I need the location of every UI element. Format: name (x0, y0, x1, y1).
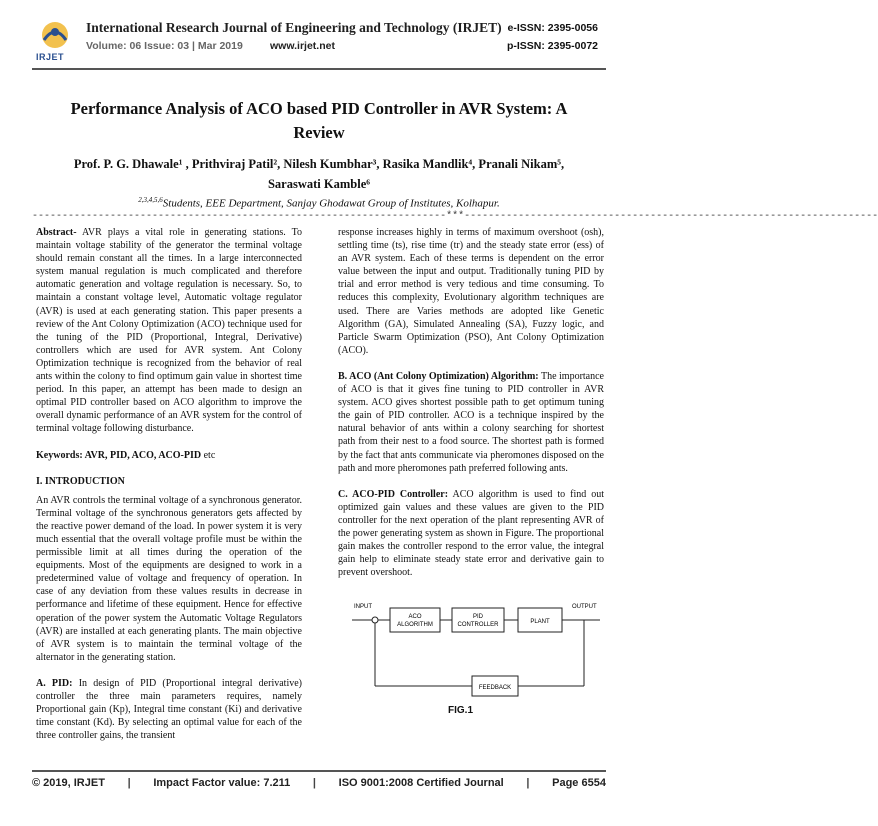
irjet-logo-icon (38, 20, 72, 50)
aco-block-label2: ALGORITHM (397, 622, 433, 628)
aco-block (390, 608, 440, 632)
section-separator: ---------------------------------------------------------------------***--------------------------------------------------------------------- (32, 211, 878, 222)
pid-block-label2: CONTROLLER (457, 622, 499, 628)
page-footer (32, 777, 606, 789)
pid-text: In design of PID (Proportional integral derivative) controller the three main parameters requires, namely Proportional gain (Kp), Integral time constant (Ki) and derivative time constant (Kd). By selecting an optimal value for each of the three controller gains, the transient (36, 677, 302, 742)
affil-text: Students, EEE Department, Sanjay Ghodawat Group of Institutes, Kolhapur. (162, 197, 500, 210)
abstract (36, 226, 302, 436)
aco-text: The importance of ACO is that it gives fine tuning to PID controller in AVR system. ACO gives shortest possible path to get optimum tuning the gain of PID controller. ACO is a technique inspired by the natural behavior of ants within a colony searching for shortest path from their nest to a food source. The shortest path is formed by the fact that ants communicate via pheromones disposed on the path and more pheromones path preferred following ants. (338, 370, 604, 474)
aco-block-label1: ACO (408, 614, 422, 620)
footer-separator: | (127, 777, 131, 789)
aco-section (338, 370, 604, 475)
footer-rule (32, 770, 606, 772)
plant-block-label: PLANT (530, 619, 550, 625)
pid-block-label1: PID (472, 614, 484, 620)
volume-info: Volume: 06 Issue: 03 | Mar 2019 (86, 40, 243, 52)
abstract-text: AVR plays a vital role in generating stations. To maintain voltage stability of the generator the terminal voltage should remain constant all the times. In a large interconnected system manual regulation is much complicated and therefore automatic generation and voltage regulation is necessary. So, to maintain a constant voltage level, Automatic voltage regulator (AVR) is used at each generating station. This paper presents a review of the Ant Colony Optimization (ACO) technique used for the tuning of the PID (Proportional, Integral, Derivative) controllers which are used for AVR system. Ant Colony Optimization technique is recognized from the behavior of real ants within the colony to find optimum gain value in shortest time period. In this paper, an attempt has been made to design an optimal PID controller based on ACO algorithm to improve the overall dynamic performance of an AVR system for the control of terminal voltage following disturbance. (36, 227, 302, 435)
feedback-block-label: FEEDBACK (478, 685, 512, 691)
acopid-label: C. ACO-PID Controller: (338, 488, 449, 500)
continuation-text: response increases highly in terms of maximum overshoot (osh), settling time (ts), rise time (tr) and the steady state error (ess) of an AVR system. Each of these terms is dependent on the error value between the input and output. Traditionally tuning PID by trial and error method is very tedious and time consuming. To reduces this complexity, Evolutionary algorithm techniques are used. There are Varies methods are adopted like Genetic Algorithm (GA), Simulated Annealing (SA), Fuzzy logic, and Particle Swarm Optimization (PSO), Ant Colony Optimization (ACO). (338, 227, 604, 356)
fig-output-label: OUTPUT (572, 604, 597, 610)
footer-impact: Impact Factor value: 7.211 (153, 777, 291, 789)
footer-copyright: © 2019, IRJET (32, 777, 105, 789)
pid-label: A. PID: (36, 677, 73, 689)
block-diagram (352, 598, 602, 708)
journal-title: International Research Journal of Engineering and Technology (IRJET) (86, 20, 502, 35)
journal-website[interactable]: www.irjet.net (270, 40, 335, 52)
footer-separator: | (526, 777, 530, 789)
pid-section (36, 677, 302, 742)
abstract-label: Abstract- (36, 227, 77, 238)
journal-header (0, 0, 638, 76)
footer-separator: | (312, 777, 316, 789)
acopid-text: ACO algorithm is used to find out optimized gain values and these values are given to the PID controller for the next operation of the plant representing AVR of the power generating system as shown in Figure. The proportional gain makes the controller respond to the error value, the integral gain help to eliminate steady state error and derivative gain to prevent overshoot. (338, 488, 605, 579)
acopid-section (338, 488, 604, 580)
eissn: e-ISSN: 2395-0056 (507, 22, 598, 34)
keywords-tail: etc (201, 449, 216, 461)
footer-iso: ISO 9001:2008 Certified Journal (338, 777, 504, 789)
summing-junction (372, 617, 378, 623)
paper-title: Performance Analysis of ACO based PID Controller in AVR System: A Review (70, 99, 568, 142)
affil-sup: 2,3,4,5,6 (138, 196, 163, 204)
right-column (338, 226, 604, 592)
affiliation (60, 196, 578, 210)
logo-text: IRJET (36, 52, 65, 62)
footer-page: Page 6554 (552, 777, 606, 789)
keywords (36, 449, 302, 462)
intro-text: An AVR controls the terminal voltage of a synchronous generator. Terminal voltage of the synchronous generators gets affected by the reactive power demand of the load. In power system it is very much essential that the overall voltage profile must be within the permissible limit at all times during the operation of the equipments. Most of the equipments are designed to work in a predetermined value of voltage and frequency of operation. In case of any deviation from these values results in decrease in performance and lifetime of these equipment. Hence for effective operation of the power system the Automatic Voltage Regulators (AVR) are installed at each generating plants. The main objective of AVR system is to maintain the terminal voltage of the alternator in the generating station. (36, 494, 302, 663)
pissn: p-ISSN: 2395-0072 (506, 40, 598, 52)
figure-caption: FIG.1 (448, 705, 474, 716)
header-rule (32, 68, 606, 70)
keywords-label: Keywords: AVR, PID, ACO, ACO-PID (36, 449, 202, 461)
fig-input-label: INPUT (354, 604, 372, 610)
left-column (36, 226, 302, 755)
intro-heading: I. INTRODUCTION (36, 475, 125, 487)
pid-block (452, 608, 504, 632)
aco-label: B. ACO (Ant Colony Optimization) Algorithm: (338, 370, 539, 382)
paper-authors: Prof. P. G. Dhawale¹ , Prithviraj Patil², Nilesh Kumbhar³, Rasika Mandlik⁴, Pranali Nikam⁵, Saraswati Kamble⁶ (73, 157, 565, 191)
